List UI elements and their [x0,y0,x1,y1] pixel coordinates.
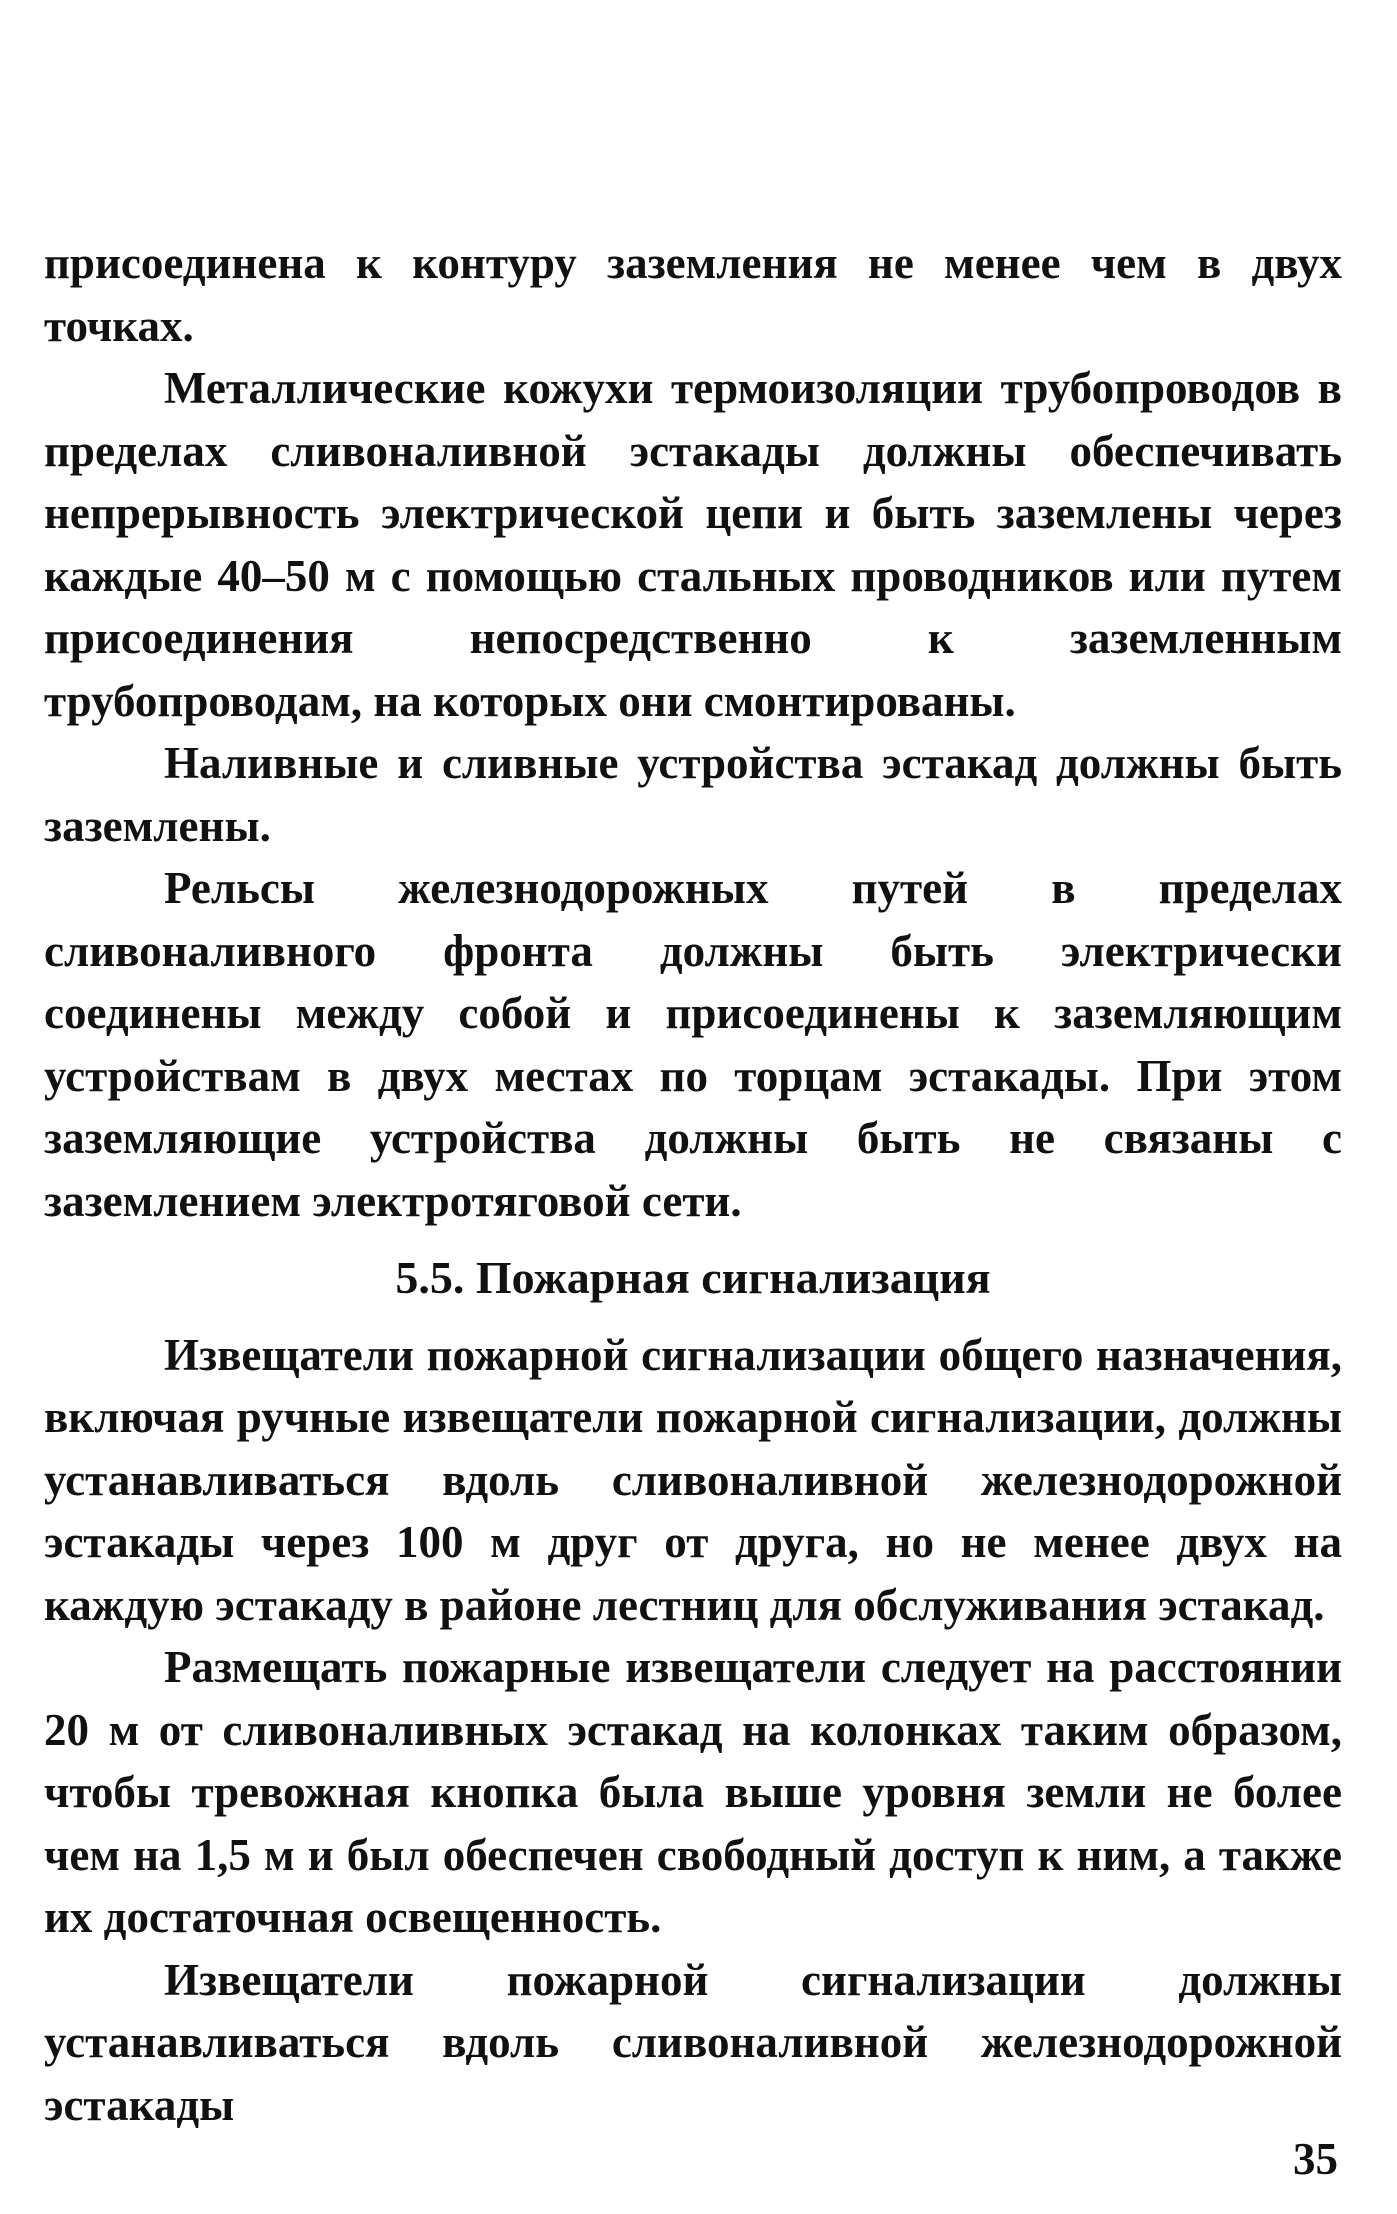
paragraph-loading-devices: Наливные и сливные устройства эстакад должны быть заземлены. [44,738,1342,851]
paragraph-insulation-casings: Металлические кожухи термоизоляции трубопроводов в пределах сливоналивной эстакады должны обеспечивать непрерывность электрической цепи и быть заземлены через каждые 40–50 м с помощью стальных проводников или путем присоединения непосредственно к заземленным трубопроводам, на которых они смонтированы. [44,363,1342,726]
paragraph-detectors-general: Извещатели пожарной сигнализации общего назначения, включая ручные извещатели пожарной сигнализации, должны устанавливаться вдоль сливоналивной железнодорожной эстакады через 100 м друг от друга, но не менее двух на каждую эстакаду в районе лестниц для обслуживания эстакад. [44,1329,1342,1630]
section-heading: 5.5. Пожарная сигнализация [395,1252,991,1303]
paragraph-rails: Рельсы железнодорожных путей в пределах сливоналивного фронта должны быть электрически соединены между собой и присоединены к заземляющим устройствам в двух местах по торцам эстакады. При этом заземляющие устройства должны быть не связаны с заземлением электротяговой сети. [44,863,1342,1226]
paragraph-detectors-along: Извещатели пожарной сигнализации должны устанавливаться вдоль сливоналивной железнодорожной эстакады [44,1954,1342,2130]
page-body [44,232,1342,2136]
paragraph-continuation: присоединена к контуру заземления не менее чем в двух точках. [44,238,1342,351]
paragraph-detectors-placement: Размещать пожарные извещатели следует на расстоянии 20 м от сливоналивных эстакад на колонках таким образом, чтобы тревожная кнопка была выше уровня земли не более чем на 1,5 м и был обеспечен свободный доступ к ним, а также их достаточная освещенность. [44,1642,1342,1942]
page-number: 35 [1293,2134,1338,2184]
